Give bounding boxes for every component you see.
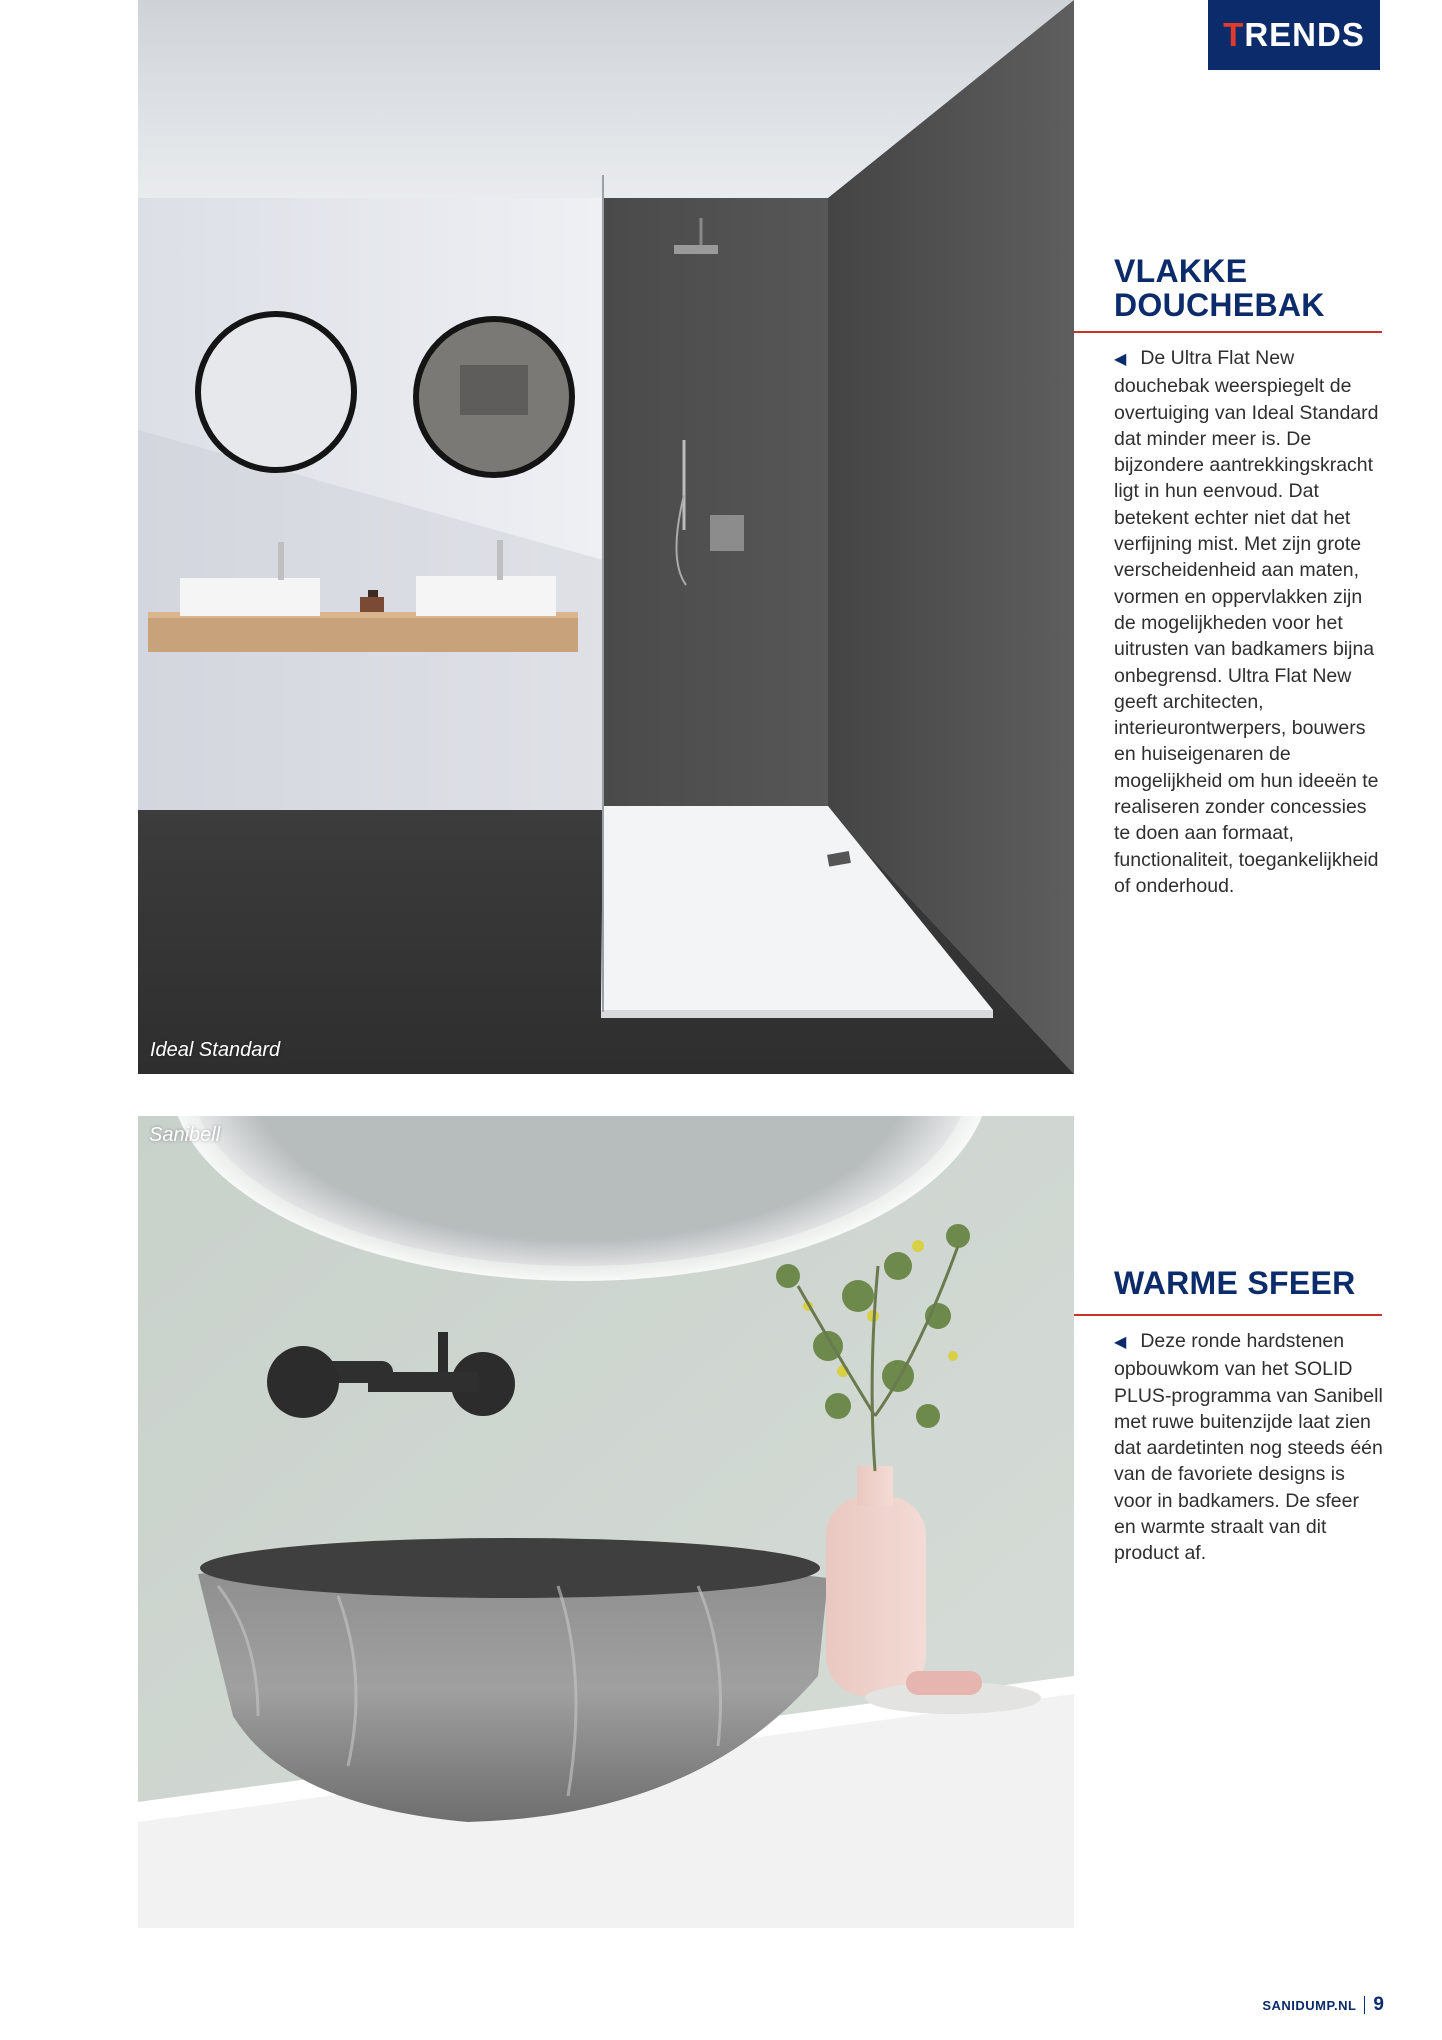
article-heading-vlakke-douchebak [1114, 254, 1384, 322]
heading-divider [1074, 1314, 1382, 1316]
stone-basin-photo [138, 1116, 1074, 1928]
article-heading-warme-sfeer: WARME SFEER [1114, 1265, 1356, 1301]
triangle-left-icon: ◀ [1114, 351, 1127, 368]
page-footer [1262, 1994, 1384, 2016]
photo-credit-ideal-standard: Ideal Standard [150, 1039, 281, 1061]
heading-line-1: VLAKKE [1114, 253, 1248, 289]
article-body-text: De Ultra Flat New douchebak weerspiegelt de overtuiging van Ideal Standard dat minder meer is. De bijzondere aantrekkingskracht ligt in hun eenvoud. Dat betekent echter niet dat het verfijning mist. Met zijn grote verscheidenheid aan maten, vormen en oppervlakken zijn de mogelijkheden voor het uitrusten van badkamers bijna onbegrensd. Ultra Flat New geeft architecten, interieurontwerpers, bouwers en huiseigenaren de mogelijkheid om hun ideeën te realiseren zonder concessies te doen aan formaat, functionaliteit, toegankelijkheid of onderhoud. [1114, 347, 1379, 897]
bathroom-shower-photo [138, 0, 1074, 1074]
triangle-left-icon: ◀ [1114, 1334, 1127, 1351]
photo-credit-sanibell: Sanibell [149, 1124, 221, 1146]
section-badge [1208, 0, 1380, 70]
section-badge-label: RENDS [1244, 16, 1365, 53]
article-body-vlakke-douchebak [1114, 345, 1386, 899]
section-badge-first-letter: T [1223, 16, 1245, 53]
article-body-warme-sfeer [1114, 1328, 1386, 1567]
article-body-text: Deze ronde hardstenen opbouwkom van het SOLID PLUS-programma van Sanibell met ruwe buitenzijde laat zien dat aardetinten nog steeds één van de favoriete designs is voor in badkamers. De sfeer en warmte straalt van dit product af. [1114, 1330, 1383, 1565]
heading-line-2: DOUCHEBAK [1114, 287, 1325, 323]
footer-separator [1364, 1996, 1365, 2014]
heading-divider [1074, 331, 1382, 333]
page-number: 9 [1373, 1994, 1384, 2015]
footer-site: SANIDUMP.NL [1262, 1997, 1357, 2013]
